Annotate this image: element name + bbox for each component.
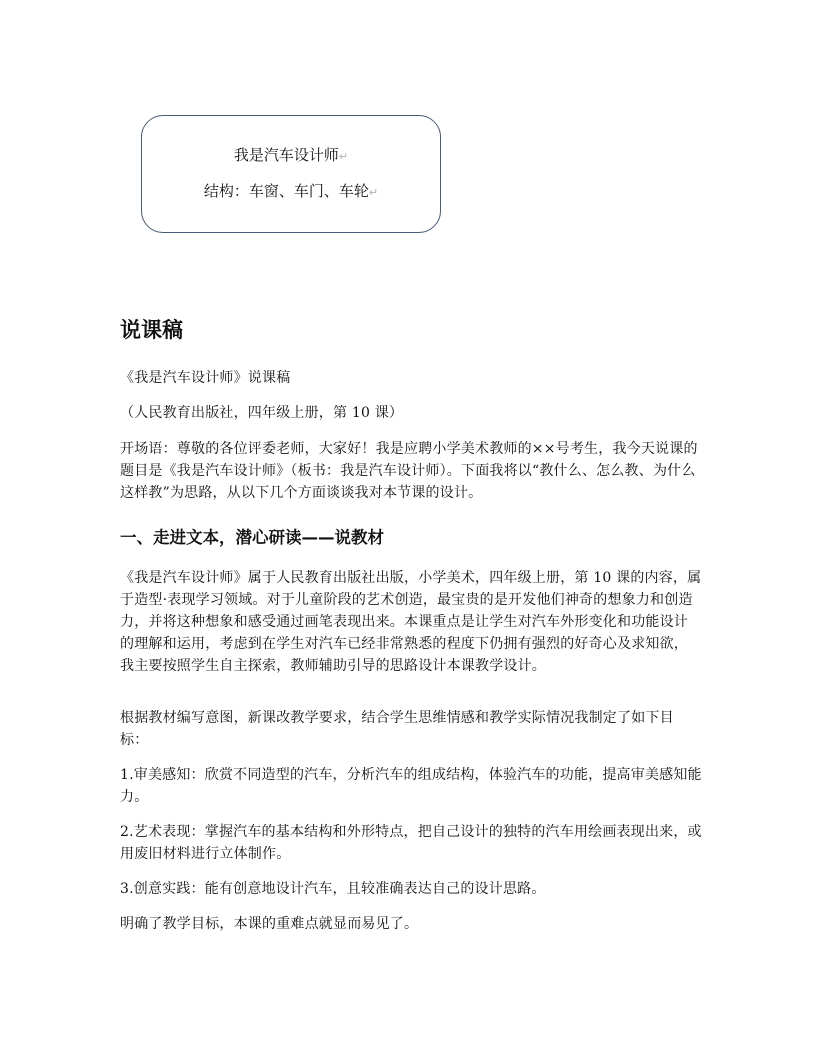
- callout-title: 我是汽车设计师: [233, 146, 339, 164]
- callout-box: [141, 115, 441, 233]
- goal-item-2: 2.艺术表现：掌握汽车的基本结构和外形特点，把自己设计的独特的汽车用绘画表现出来，或用废旧材料进行立体制作。: [120, 824, 702, 862]
- section-heading: 一、走进文本，潜心研读——说教材: [120, 528, 384, 547]
- return-mark-icon: ↵: [338, 150, 349, 163]
- callout-line-1: [142, 144, 440, 165]
- callout-structure: 结构：车窗、车门、车轮: [203, 182, 369, 200]
- goal-item-1: 1.审美感知：欣赏不同造型的汽车，分析汽车的组成结构，体验汽车的功能，提高审美感知能力。: [120, 767, 702, 805]
- publisher-info: （人民教育出版社，四年级上册，第 10 课）: [120, 405, 404, 421]
- document-subtitle: 《我是汽车设计师》说课稿: [120, 370, 291, 386]
- return-mark-icon: ↵: [368, 186, 379, 199]
- goals-intro-paragraph: 根据教材编写意图，新课改教学要求，结合学生思维情感和教学实际情况我制定了如下目标：: [120, 710, 674, 748]
- goal-item-3: 3.创意实践：能有创意地设计汽车，且较准确表达自己的设计思路。: [120, 881, 546, 897]
- callout-line-2: [142, 180, 440, 201]
- opening-paragraph: 开场语：尊敬的各位评委老师，大家好！我是应聘小学美术教师的××号考生，我今天说课的题目是《我是汽车设计师》（板书：我是汽车设计师）。下面我将以“教什么、怎么教、为什么这样教”为思路，从以下几个方面谈谈我对本节课的设计。: [120, 441, 698, 501]
- textbook-paragraph: 《我是汽车设计师》属于人民教育出版社出版，小学美术，四年级上册，第 10 课的内容，属于造型·表现学习领域。对于儿童阶段的艺术创造，最宝贵的是开发他们神奇的想象力和创造力，并将这种想象和感受通过画笔表现出来。本课重点是让学生对汽车外形变化和功能设计的理解和运用，考虑到在学生对汽车已经非常熟悉的程度下仍拥有强烈的好奇心及求知欲，我主要按照学生自主探索，教师辅助引导的思路设计本课教学设计。: [120, 570, 702, 674]
- closing-paragraph: 明确了教学目标，本课的重难点就显而易见了。: [120, 916, 419, 932]
- document-title: 说课稿: [120, 318, 183, 342]
